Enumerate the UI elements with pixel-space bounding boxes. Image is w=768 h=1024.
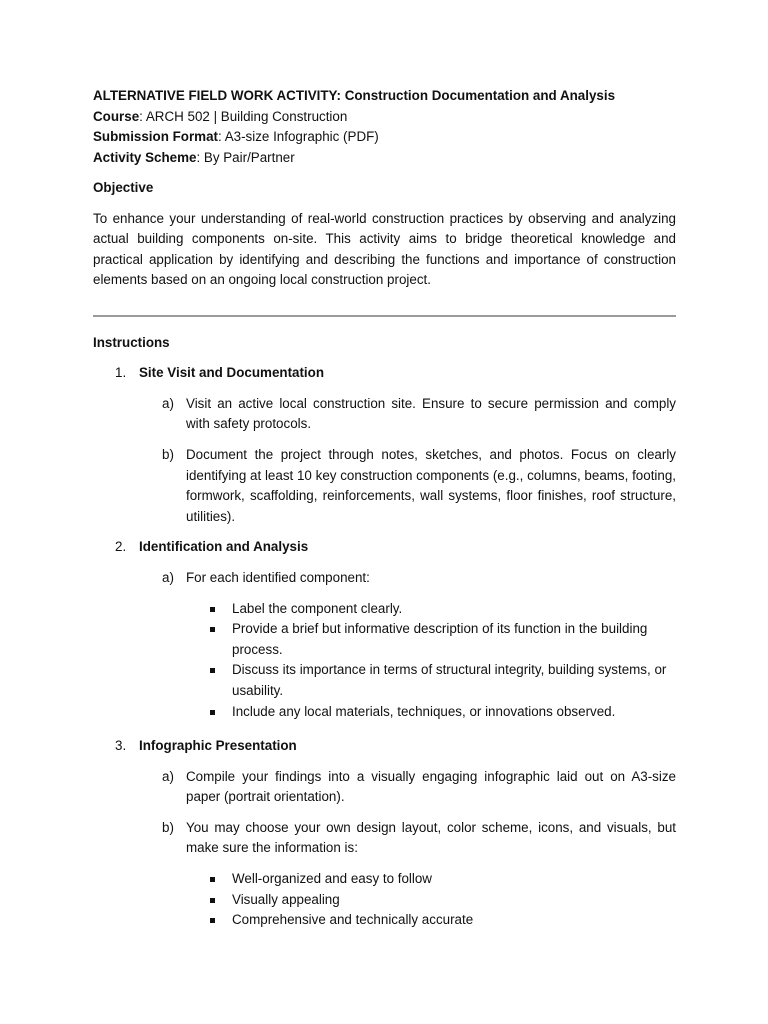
step-3-bullet-list bbox=[93, 869, 676, 931]
step-3-item-a bbox=[93, 767, 676, 808]
item-text: You may choose your own design layout, color scheme, icons, and visuals, but make sure the information is: bbox=[186, 819, 676, 856]
item-label: a) bbox=[162, 569, 174, 585]
objective-text: To enhance your understanding of real-world construction practices by observing and analyzing actual building components on-site. This activity aims to bridge theoretical knowledge and practical application by identifying and describing the functions and importance of construction elements based on an ongoing local construction project. bbox=[93, 210, 676, 288]
item-text: Compile your findings into a visually engaging infographic laid out on A3-size paper (portrait orientation). bbox=[186, 768, 676, 805]
list-item: Visually appealing bbox=[93, 890, 676, 911]
step-number: 1. bbox=[115, 365, 127, 381]
list-item: Provide a brief but informative description of its function in the building process. bbox=[93, 619, 676, 660]
step-number: 2. bbox=[115, 539, 127, 555]
step-title: Site Visit and Documentation bbox=[139, 365, 325, 381]
step-1-item-a bbox=[93, 394, 676, 435]
objective-heading: Objective bbox=[93, 180, 154, 195]
item-label: b) bbox=[162, 819, 174, 835]
course-line: Course: ARCH 502 | Building Construction bbox=[93, 108, 348, 124]
step-2 bbox=[93, 537, 676, 558]
item-label: a) bbox=[162, 395, 174, 411]
square-bullet-icon bbox=[210, 668, 215, 673]
list-item: Comprehensive and technically accurate bbox=[93, 910, 676, 931]
activity-scheme-line: Activity Scheme: By Pair/Partner bbox=[93, 149, 295, 165]
step-2-bullet-list bbox=[93, 599, 676, 723]
step-1-item-b bbox=[93, 445, 676, 527]
item-text: For each identified component: bbox=[186, 569, 370, 585]
submission-format-line: Submission Format: A3-size Infographic (PDF) bbox=[93, 129, 379, 144]
square-bullet-icon bbox=[210, 918, 215, 923]
item-text: Visit an active local construction site. Ensure to secure permission and comply with safety protocols. bbox=[186, 395, 676, 432]
item-label: a) bbox=[162, 768, 174, 784]
square-bullet-icon bbox=[210, 877, 215, 882]
square-bullet-icon bbox=[210, 898, 215, 903]
item-label: b) bbox=[162, 447, 174, 463]
list-item: Include any local materials, techniques, or innovations observed. bbox=[93, 702, 676, 723]
section-divider bbox=[93, 315, 676, 317]
step-2-item-a bbox=[93, 568, 676, 589]
step-1 bbox=[93, 363, 676, 384]
step-title: Infographic Presentation bbox=[139, 738, 297, 754]
document-page bbox=[93, 86, 676, 931]
item-text: Document the project through notes, sketches, and photos. Focus on clearly identifying at least 10 key construction components (e.g., columns, beams, footing, formwork, scaffolding, reinforcements, wall systems, floor finishes, roof structure, utilities). bbox=[186, 447, 676, 524]
square-bullet-icon bbox=[210, 627, 215, 632]
step-3 bbox=[93, 736, 676, 757]
square-bullet-icon bbox=[210, 710, 215, 715]
step-3-item-b bbox=[93, 818, 676, 859]
step-number: 3. bbox=[115, 738, 127, 754]
step-title: Identification and Analysis bbox=[139, 539, 309, 555]
list-item: Well-organized and easy to follow bbox=[93, 869, 676, 890]
list-item: Label the component clearly. bbox=[93, 599, 676, 620]
doc-title: ALTERNATIVE FIELD WORK ACTIVITY: Construction Documentation and Analysis bbox=[93, 88, 616, 103]
list-item: Discuss its importance in terms of structural integrity, building systems, or usability. bbox=[93, 660, 676, 701]
instructions-heading: Instructions bbox=[93, 334, 170, 350]
square-bullet-icon bbox=[210, 607, 215, 612]
